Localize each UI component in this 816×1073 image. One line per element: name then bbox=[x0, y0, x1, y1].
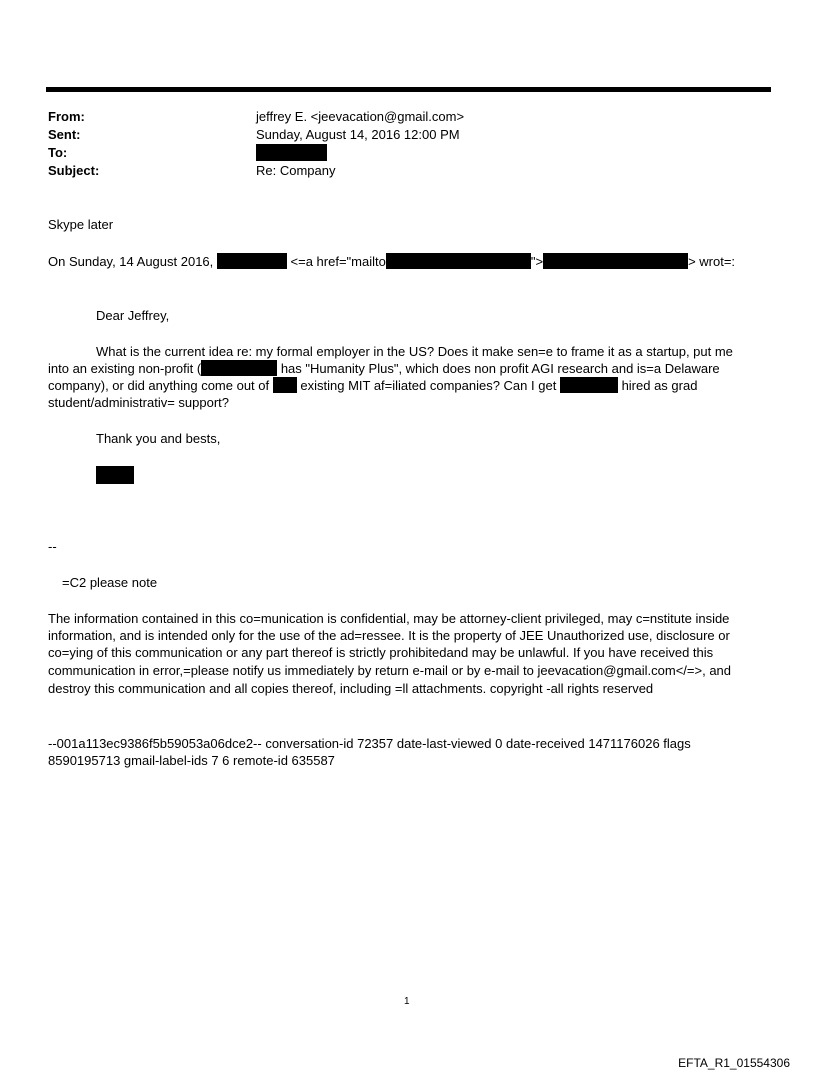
redaction-box bbox=[543, 253, 688, 269]
page-number: 1 bbox=[404, 996, 410, 1007]
paragraph-line-3 bbox=[48, 377, 697, 394]
redaction-box bbox=[273, 377, 297, 393]
paragraph-line-2 bbox=[48, 360, 720, 377]
disclaimer-line-4: communication in error,=please notify us immediately by return e-mail or by e-mail to jeevacation@gmail.com</=>, and bbox=[48, 663, 732, 678]
signature-redacted bbox=[96, 466, 134, 485]
paragraph-line-3b: existing MIT af=iliated companies? Can I get bbox=[300, 378, 557, 393]
greeting: Dear Jeffrey, bbox=[96, 308, 170, 323]
signature-separator: -- bbox=[48, 539, 57, 554]
quote-intro-part2: <=a href="mailto bbox=[290, 254, 386, 269]
paragraph-line-2b: has "Humanity Plus", which does non profit AGI research and is=a Delaware bbox=[280, 361, 720, 376]
closing: Thank you and bests, bbox=[96, 431, 221, 446]
redaction-box bbox=[96, 466, 134, 484]
paragraph-line-3c: hired as grad bbox=[621, 378, 698, 393]
redaction-box bbox=[386, 253, 531, 269]
quote-intro-part1: On Sunday, 14 August 2016, bbox=[48, 254, 214, 269]
redaction-box bbox=[217, 253, 287, 269]
disclaimer-line-2: information, and is intended only for the use of the ad=ressee. It is the property of JEE Unauthorized use, disclosure or bbox=[48, 628, 730, 643]
subject-label: Subject: bbox=[48, 163, 100, 178]
from-value: jeffrey E. <jeevacation@gmail.com> bbox=[256, 109, 465, 124]
quote-intro-part4: > wrot=: bbox=[688, 254, 736, 269]
to-value-redacted bbox=[256, 144, 327, 162]
paragraph-line-4: student/administrativ= support? bbox=[48, 395, 230, 410]
redaction-box bbox=[256, 144, 327, 161]
document-id: EFTA_R1_01554306 bbox=[678, 1056, 790, 1070]
subject-value: Re: Company bbox=[256, 163, 336, 178]
paragraph-line-1: What is the current idea re: my formal employer in the US? Does it make sen=e to frame it as a startup, put me bbox=[96, 344, 733, 359]
quote-intro bbox=[48, 253, 735, 270]
sent-label: Sent: bbox=[48, 127, 81, 142]
metadata-line-1: --001a113ec9386f5b59053a06dce2-- conversation-id 72357 date-last-viewed 0 date-received 1471176026 flags bbox=[48, 736, 691, 751]
metadata-line-2: 8590195713 gmail-label-ids 7 6 remote-id 635587 bbox=[48, 753, 335, 768]
header-rule bbox=[46, 87, 771, 92]
disclaimer-line-5: destroy this communication and all copies thereof, including =ll attachments. copyright -all rights reserved bbox=[48, 681, 654, 696]
sent-value: Sunday, August 14, 2016 12:00 PM bbox=[256, 127, 460, 142]
disclaimer-line-1: The information contained in this co=munication is confidential, may be attorney-client privileged, may c=nstitute inside bbox=[48, 611, 730, 626]
notice-heading: =C2 please note bbox=[62, 575, 158, 590]
reply-text: Skype later bbox=[48, 217, 114, 232]
disclaimer-line-3: co=ying of this communication or any part thereof is strictly prohibitedand may be unlawful. If you have received this bbox=[48, 645, 714, 660]
quote-intro-part3: "> bbox=[530, 254, 544, 269]
to-label: To: bbox=[48, 145, 68, 160]
from-label: From: bbox=[48, 109, 85, 124]
redaction-box bbox=[201, 360, 277, 376]
paragraph-line-3a: company), or did anything come out of bbox=[48, 378, 270, 393]
redaction-box bbox=[560, 377, 618, 393]
paragraph-line-2a: into an existing non-profit ( bbox=[48, 361, 202, 376]
